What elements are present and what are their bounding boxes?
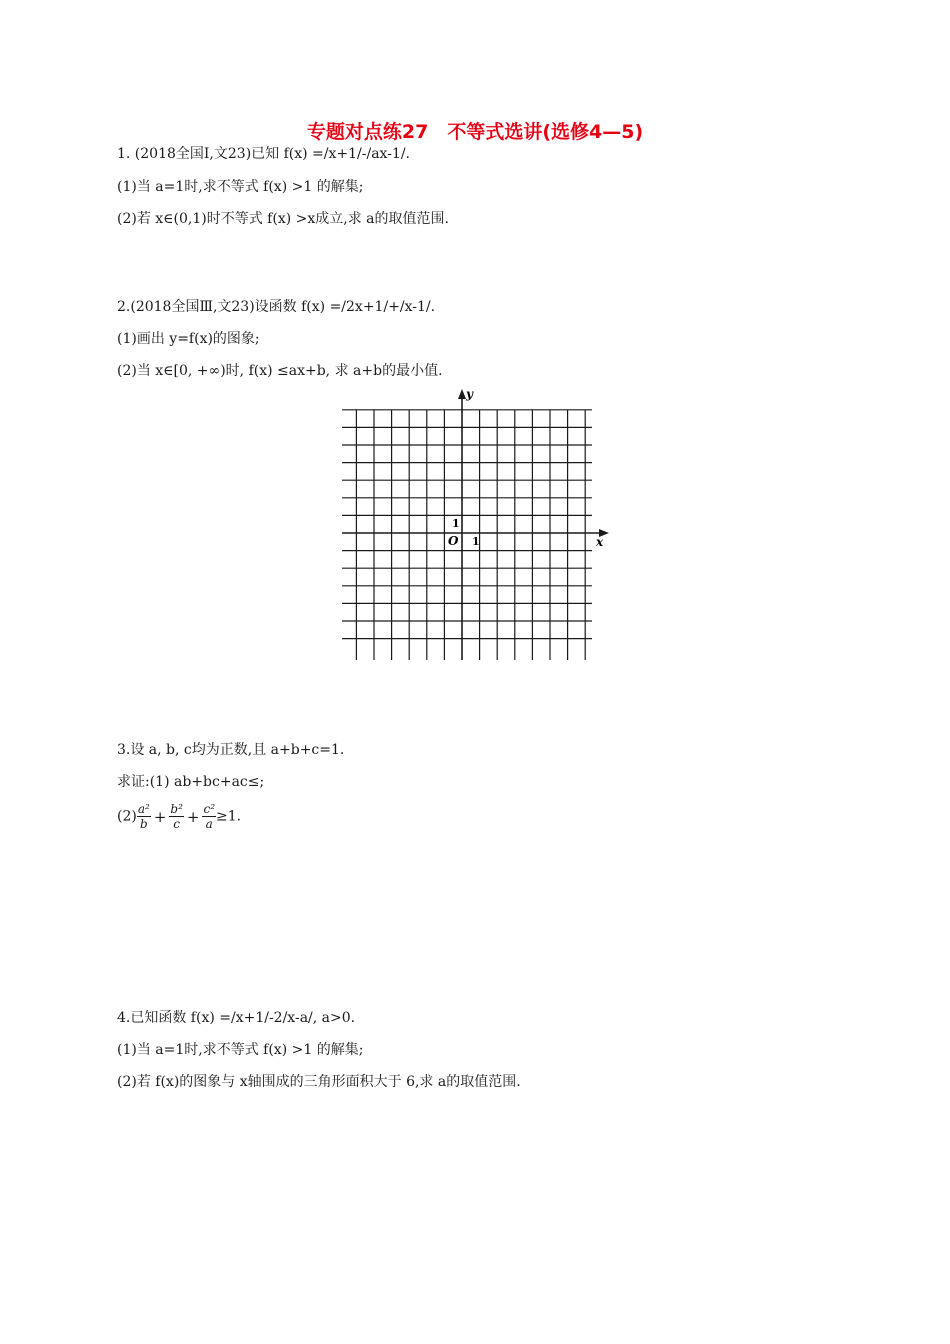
plus-sign: +	[153, 807, 167, 826]
fraction-c2-over-a: $\frac{\text{c²}}{a}$	[203, 802, 215, 831]
q3-stem: 3.设 a, b, c均为正数,且 a+b+c=1.	[117, 742, 345, 758]
q4-stem: 4.已知函数 f(x) =/x+1/-2/x-a/, a>0.	[117, 1010, 356, 1026]
fraction-a2-over-b: $\frac{\text{a²}}{b}$	[137, 802, 150, 831]
q3-part2-suffix: ≥1.	[216, 808, 242, 825]
x-axis-label: x	[596, 535, 604, 549]
page-title: 专题对点练27 不等式选讲(选修4—5)	[306, 121, 644, 143]
q1-stem: 1. (2018全国Ⅰ,文23)已知 f(x) =/x+1/-/ax-1/.	[117, 146, 411, 162]
q2-stem: 2.(2018全国Ⅲ,文23)设函数 f(x) =/2x+1/+/x-1/.	[117, 299, 436, 315]
q2-part1: (1)画出 y=f(x)的图象;	[117, 331, 260, 347]
q4-part2: (2)若 f(x)的图象与 x轴围成的三角形面积大于 6,求 a的取值范围.	[117, 1074, 521, 1090]
y-axis-label: y	[466, 387, 473, 401]
fraction-b2-over-c: $\frac{\text{b²}}{c}$	[170, 802, 183, 831]
q3-part1: 求证:(1) ab+bc+ac≤;	[117, 774, 265, 790]
q3-part2	[117, 802, 241, 831]
q4-part1: (1)当 a=1时,求不等式 f(x) >1 的解集;	[117, 1042, 364, 1058]
q1-part2: (2)若 x∈(0,1)时不等式 f(x) >x成立,求 a的取值范围.	[117, 211, 449, 227]
plus-sign: +	[186, 807, 200, 826]
x-tick-1: 1	[472, 535, 480, 548]
y-tick-1: 1	[452, 517, 460, 530]
q3-part2-prefix: (2)	[117, 808, 137, 825]
q2-part2: (2)当 x∈[0, +∞)时, f(x) ≤ax+b, 求 a+b的最小值.	[117, 363, 443, 379]
q1-part1: (1)当 a=1时,求不等式 f(x) >1 的解集;	[117, 179, 364, 195]
y-axis-arrow	[458, 389, 466, 399]
grid-lines	[342, 410, 592, 660]
origin-label: O	[448, 534, 459, 548]
